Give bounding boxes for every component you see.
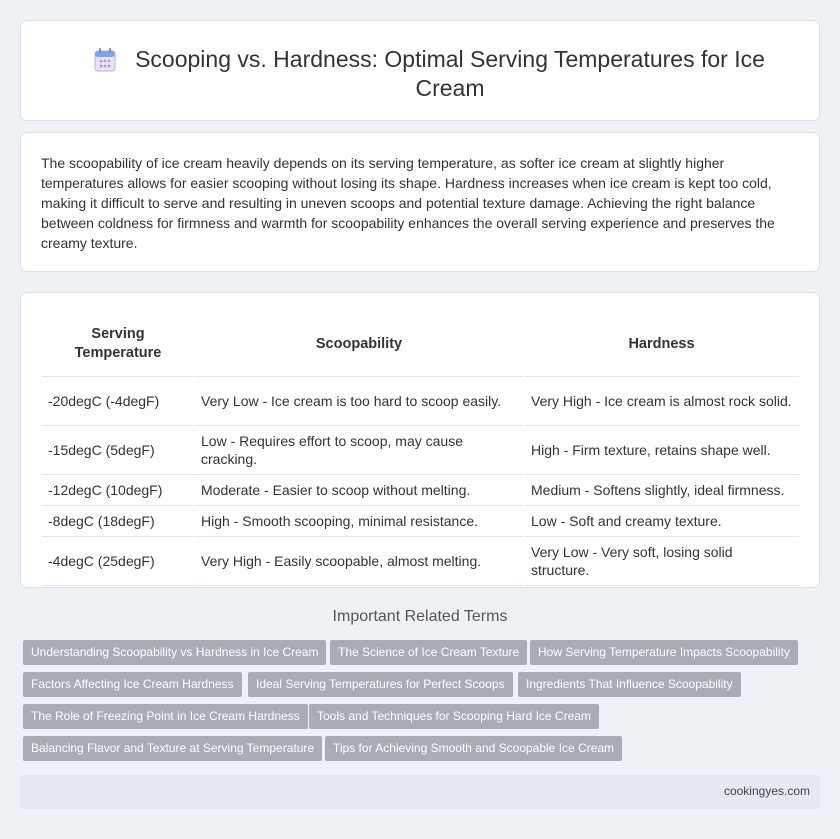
table-row (42, 474, 799, 505)
related-tag[interactable]: The Role of Freezing Point in Ice Cream Hardness (23, 704, 308, 729)
cell-hardness: Very Low - Very soft, losing solid structure. (524, 536, 799, 585)
cell-scoopability: Low - Requires effort to scoop, may cause cracking. (194, 425, 524, 474)
cell-scoopability: Very Low - Ice cream is too hard to scoop easily. (194, 376, 524, 425)
table-row (42, 536, 799, 585)
table-row (42, 425, 799, 474)
table-row (42, 505, 799, 536)
cell-temperature: -20degC (-4degF) (42, 376, 194, 425)
related-tag[interactable]: Factors Affecting Ice Cream Hardness (23, 672, 242, 697)
intro-paragraph: The scoopability of ice cream heavily depends on its serving temperature, as softer ice cream at slightly higher temperatures allows for easier scooping without losing its shape. Hardness increases when ice cream is kept too cold, making it difficult to serve and resulting in uneven scoops and potential texture damage. Achieving the right balance between coldness for firmness and warmth for scoopability enhances the overall serving experience and preserves the creamy texture. (41, 155, 775, 251)
header-serving-temperature: Serving Temperature (74, 326, 162, 362)
related-tag[interactable]: How Serving Temperature Impacts Scoopability (530, 640, 798, 665)
cell-temperature: -4degC (25degF) (42, 536, 194, 585)
temperature-table (42, 313, 799, 586)
cell-temperature: -8degC (18degF) (42, 505, 194, 536)
page-title: Scooping vs. Hardness: Optimal Serving Temperatures for Ice Cream (135, 46, 765, 101)
related-terms-title: Important Related Terms (332, 608, 508, 625)
header-hardness: Hardness (628, 335, 695, 352)
table-card (20, 292, 820, 588)
footer-site-link[interactable]: cookingyes.com (723, 784, 810, 798)
cell-hardness: Very High - Ice cream is almost rock solid. (524, 376, 799, 425)
table-header-row (42, 313, 799, 376)
header-scoopability: Scoopability (315, 335, 403, 352)
cell-hardness: High - Firm texture, retains shape well. (524, 425, 799, 474)
cell-hardness: Medium - Softens slightly, ideal firmness. (524, 474, 799, 505)
cell-temperature: -15degC (5degF) (42, 425, 194, 474)
related-tag[interactable]: Balancing Flavor and Texture at Serving Temperature (23, 736, 322, 761)
cell-scoopability: Very High - Easily scoopable, almost melting. (194, 536, 524, 585)
related-tag[interactable]: The Science of Ice Cream Texture (330, 640, 527, 665)
related-tag[interactable]: Tools and Techniques for Scooping Hard Ice Cream (309, 704, 599, 729)
related-tag[interactable]: Tips for Achieving Smooth and Scoopable Ice Cream (325, 736, 622, 761)
intro-card (20, 132, 820, 272)
related-tag[interactable]: Understanding Scoopability vs Hardness in Ice Cream (23, 640, 326, 665)
cell-hardness: Low - Soft and creamy texture. (524, 505, 799, 536)
title-card (20, 20, 820, 121)
cell-temperature: -12degC (10degF) (42, 474, 194, 505)
table-row (42, 376, 799, 425)
related-tag[interactable]: Ingredients That Influence Scoopability (518, 672, 741, 697)
related-tag[interactable]: Ideal Serving Temperatures for Perfect Scoops (248, 672, 513, 697)
cell-scoopability: High - Smooth scooping, minimal resistance. (194, 505, 524, 536)
footer (20, 775, 820, 809)
cell-scoopability: Moderate - Easier to scoop without melting. (194, 474, 524, 505)
